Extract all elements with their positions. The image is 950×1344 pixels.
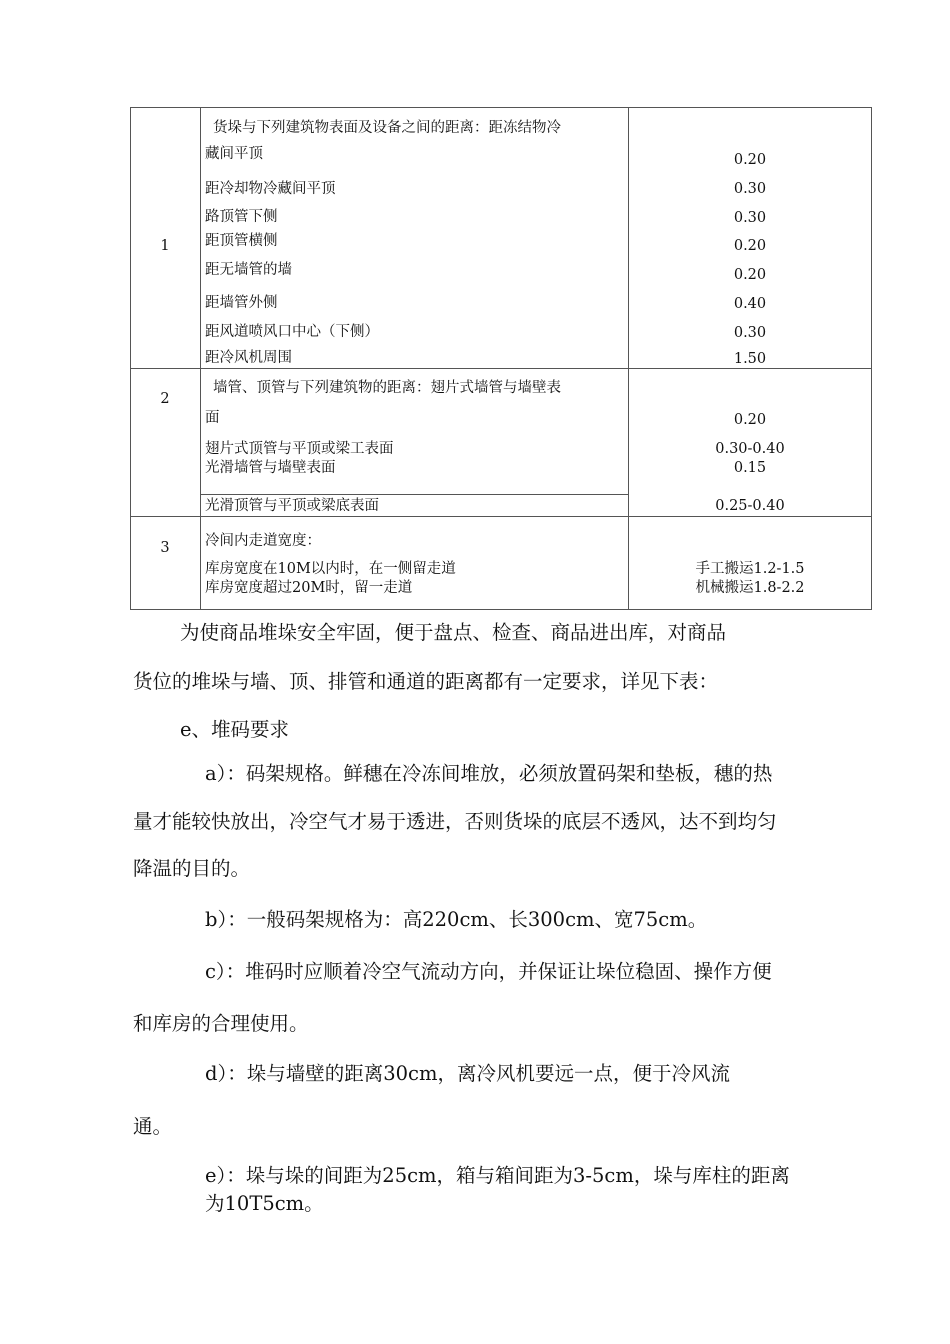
table-value: 手工搬运1.2-1.5 — [695, 561, 805, 577]
paragraph-line: a）：码架规格。鲜穗在冷冻间堆放，必须放置码架和垫板，穗的热 — [205, 762, 773, 785]
inner-divider — [200, 494, 628, 495]
row-number: 2 — [160, 391, 170, 407]
paragraph-line: b）：一般码架规格为：高220cm、长300cm、宽75cm。 — [205, 908, 708, 931]
table-item: 翅片式顶管与平顶或梁工表面 — [205, 441, 394, 457]
table-value: 0.25-0.40 — [715, 498, 785, 514]
table-item: 面 — [205, 410, 220, 426]
table-border-left — [130, 107, 131, 610]
table-item: 距无墙管的墙 — [205, 262, 292, 278]
row-divider — [130, 516, 872, 517]
table-border-bottom — [130, 609, 872, 610]
table-item: 距冷却物冷藏间平顶 — [205, 181, 336, 197]
distance-table — [130, 107, 872, 610]
row-number: 3 — [160, 540, 170, 556]
table-item: 路顶管下侧 — [205, 209, 278, 225]
paragraph-line: 通。 — [133, 1115, 173, 1138]
table-item: 距顶管横侧 — [205, 233, 278, 249]
table-value: 0.30 — [733, 210, 767, 226]
table-value: 0.30-0.40 — [715, 441, 785, 457]
table-value: 0.20 — [733, 412, 767, 428]
paragraph-line: d）：垛与墙壁的距离30cm，离冷风机要远一点，便于冷风流 — [205, 1062, 730, 1085]
table-item: 距风道喷风口中心（下侧） — [205, 324, 379, 340]
table-item: 距冷风机周围 — [205, 350, 292, 366]
section-heading: e、堆码要求 — [180, 718, 290, 741]
table-value: 0.15 — [733, 460, 767, 476]
paragraph-line: 量才能较快放出，冷空气才易于透进，否则货垛的底层不透风，达不到均匀 — [133, 810, 777, 833]
table-item: 库房宽度超过20M时，留一走道 — [205, 580, 413, 596]
paragraph-line: c）：堆码时应顺着冷空气流动方向，并保证让垛位稳固、操作方便 — [205, 960, 772, 983]
table-item: 冷间内走道宽度： — [205, 533, 321, 549]
table-value: 0.40 — [733, 296, 767, 312]
table-value: 0.20 — [733, 267, 767, 283]
paragraph-line: 为使商品堆垛安全牢固，便于盘点、检查、商品进出库，对商品 — [180, 621, 727, 644]
table-item: 距墙管外侧 — [205, 295, 278, 311]
paragraph-line: 和库房的合理使用。 — [133, 1012, 309, 1035]
table-value: 0.30 — [733, 325, 767, 341]
table-border-top — [130, 107, 872, 108]
row-divider — [130, 368, 872, 369]
paragraph-line: 货位的堆垛与墙、顶、排管和通道的距离都有一定要求，详见下表： — [133, 670, 719, 693]
table-item: 货垛与下列建筑物表面及设备之间的距离：距冻结物冷 — [213, 120, 561, 136]
table-value: 机械搬运1.8-2.2 — [695, 580, 805, 596]
paragraph-line: e）：垛与垛的间距为25cm，箱与箱间距为3-5cm，垛与库柱的距离 — [205, 1164, 790, 1187]
paragraph-line: 降温的目的。 — [133, 857, 251, 880]
table-item: 墙管、顶管与下列建筑物的距离：翅片式墙管与墙壁表 — [213, 380, 561, 396]
table-value: 0.20 — [733, 238, 767, 254]
table-value: 0.20 — [733, 152, 767, 168]
column-divider — [200, 107, 201, 610]
table-item: 库房宽度在10M以内时，在一侧留走道 — [205, 561, 456, 577]
table-item: 光滑顶管与平顶或梁底表面 — [205, 498, 379, 514]
table-value: 1.50 — [733, 351, 767, 367]
table-item: 藏间平顶 — [205, 146, 263, 162]
paragraph-line: 为10T5cm。 — [205, 1192, 324, 1215]
table-item: 光滑墙管与墙壁表面 — [205, 460, 336, 476]
row-number: 1 — [160, 238, 170, 254]
table-value: 0.30 — [733, 181, 767, 197]
